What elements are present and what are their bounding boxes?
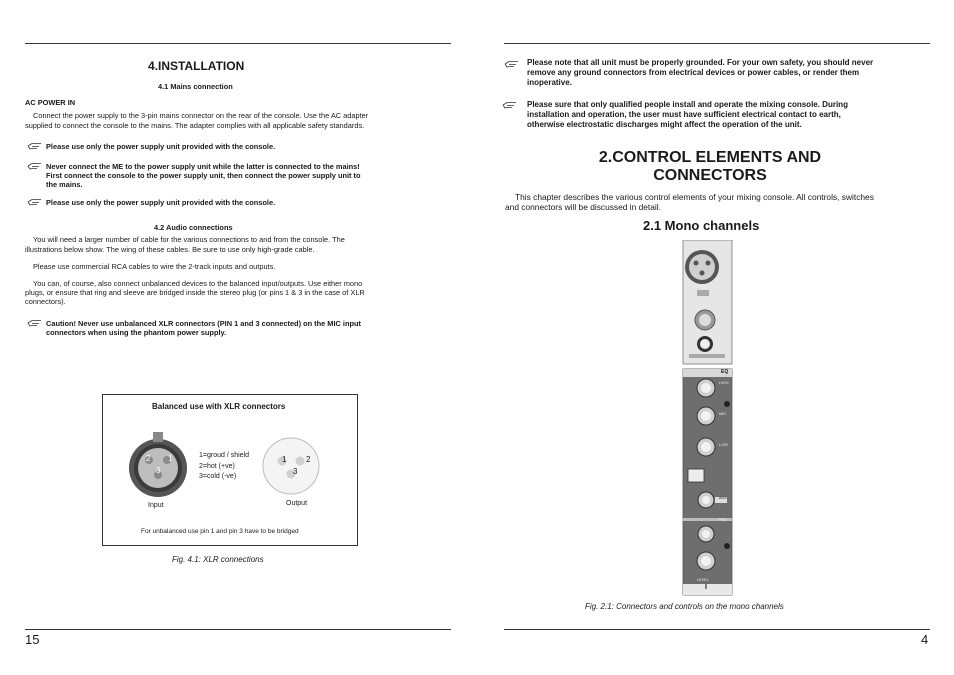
pointing-hand-icon (27, 162, 42, 170)
strip-label-channel: I (705, 584, 707, 591)
input-label: Input (148, 502, 164, 509)
left-page-number: 15 (25, 632, 40, 647)
input-pin-3: 3 (156, 466, 161, 475)
audio-text-3a: You can, of course, also connect unbalanced devices to the balanced input/outputs. Use either mono (33, 279, 363, 288)
pointing-hand-icon (27, 198, 42, 206)
qualified-note-line-1: Please sure that only qualified people install and operate the mixing console. During (527, 100, 848, 109)
section-number: 4 (148, 59, 155, 73)
xlr-input-connector-icon (127, 430, 189, 500)
audio-text-3b: plugs, or ensure that ring and sleeve are bridged inside the stereo plug (or pins 1 & 3 in the case of XLR (25, 288, 365, 297)
left-bottom-rule (25, 629, 451, 630)
figure-title: Balanced use with XLR connectors (152, 402, 286, 411)
note-mains-line-3: the mains. (46, 180, 83, 189)
figure-footer: For unbalanced use pin 1 and pin 3 have to be bridged (141, 528, 299, 535)
caution-line-1: Caution! Never use unbalanced XLR connectors (PIN 1 and 3 connected) on the MIC input (46, 319, 361, 328)
mono-channel-strip-illustration (680, 240, 735, 597)
left-top-rule (25, 43, 451, 44)
note-mains-line-1: Never connect the ME to the power supply unit while the latter is connected to the mains! (46, 162, 360, 171)
right-page-number: 4 (921, 632, 929, 647)
intro-line-2: and connectors will be discussed in detail. (505, 202, 661, 212)
right-top-rule (504, 43, 930, 44)
input-pin-2: 2 (146, 454, 151, 463)
intro-line-1: This chapter describes the various control elements of your mixing console. All controls, switches (515, 192, 874, 202)
audio-text-2: Please use commercial RCA cables to wire the 2-track inputs and outputs. (33, 262, 276, 271)
subsection-audio: 4.2 Audio connections (154, 223, 233, 232)
ground-note-line-1: Please note that all unit must be properly grounded. For your own safety, you should never (527, 58, 874, 67)
qualified-note-line-2: installation and operation, the user must have sufficient electrical contact to earth, (527, 110, 841, 119)
mono-channels-heading: 2.1 Mono channels (643, 218, 760, 233)
strip-label-aux: AUX (719, 496, 727, 500)
xlr-output-connector-icon (261, 436, 321, 496)
ac-power-text-1: Connect the power supply to the 3-pin mains connector on the rear of the console. Use the AC adapter (33, 111, 369, 120)
legend-pin-1: 1=groud / shield (199, 452, 250, 459)
audio-text-3c: connectors). (25, 297, 66, 306)
pointing-hand-icon (27, 142, 42, 150)
right-bottom-rule (504, 629, 930, 630)
output-pin-1: 1 (282, 455, 287, 464)
chapter-title-line-1: 2.CONTROL ELEMENTS AND (598, 149, 822, 166)
note-power-supply-2: Please use only the power supply unit provided with the console. (46, 198, 276, 207)
input-pin-1: 1 (168, 454, 173, 463)
strip-label-mid: MID (719, 412, 726, 416)
strip-label-eq: EQ (721, 369, 729, 375)
right-figure-caption: Fig. 2.1: Connectors and controls on the mono channels (585, 602, 784, 611)
ac-power-text-2: supplied to connect the console to the mains. The adapter complies with all applicable safety standards. (25, 121, 365, 130)
subsection-mains: 4.1 Mains connection (158, 82, 233, 91)
audio-text-1a: You will need a larger number of cable for the various connections to and from the console. The (33, 235, 345, 244)
pointing-hand-icon (502, 101, 517, 109)
note-power-supply-1: Please use only the power supply unit provided with the console. (46, 142, 276, 151)
strip-label-low: LOW (719, 443, 728, 447)
left-figure-caption: Fig. 4.1: XLR connections (172, 555, 264, 564)
ground-note-line-3: inoperative. (527, 78, 572, 87)
chapter-title-line-2: CONNECTORS (653, 167, 767, 184)
section-title: .INSTALLATION (154, 59, 245, 73)
strip-label-level: LEVEL (697, 578, 709, 582)
section-heading-installation (148, 59, 244, 73)
ac-power-heading: AC POWER IN (25, 98, 76, 107)
chapter-title (560, 149, 860, 185)
output-pin-2: 2 (306, 455, 311, 464)
qualified-note-line-3: otherwise electrostatic discharges might affect the operation of the unit. (527, 120, 802, 129)
legend-pin-2: 2=hot (+ve) (199, 463, 235, 470)
ground-note-line-2: remove any ground connectors from electrical devices or power cables, or render them (527, 68, 860, 77)
output-pin-3: 3 (293, 467, 298, 476)
caution-line-2: connectors when using the phantom power supply. (46, 328, 227, 337)
note-mains-line-2: First connect the console to the power supply unit, then connect the power supply unit to (46, 171, 361, 180)
output-label: Output (286, 500, 308, 507)
pointing-hand-icon (27, 319, 42, 327)
legend-pin-3: 3=cold (-ve) (199, 473, 237, 480)
audio-text-1b: illustrations below show. The wing of these cables. Be sure to use only high-grade cable. (25, 245, 315, 254)
strip-label-pan: PAN (719, 518, 727, 522)
pointing-hand-icon (504, 60, 519, 68)
strip-label-high: HIGH (719, 381, 729, 385)
